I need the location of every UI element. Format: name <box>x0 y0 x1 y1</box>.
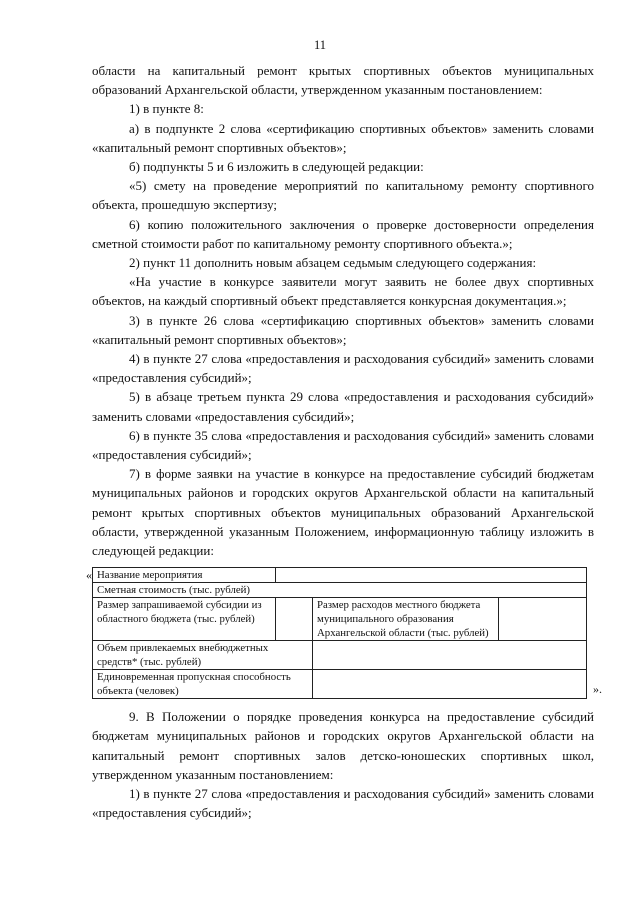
table-cell-empty <box>276 598 313 641</box>
paragraph: области на капитальный ремонт крытых спортивных объектов муниципальных образований Архангельской области, утвержденном указанным постановлением: <box>92 63 594 98</box>
table-cell-label: Объем привлекаемых внебюджетных средств* (тыс. рублей) <box>93 641 313 670</box>
page-number: 11 <box>313 38 327 52</box>
table-row <box>93 568 587 583</box>
paragraph: 2) пункт 11 дополнить новым абзацем седьмым следующего содержания: <box>129 255 537 271</box>
table-row <box>93 670 587 699</box>
info-table-block <box>86 567 602 699</box>
paragraph: 3) в пункте 26 слова «сертификацию спортивных объектов» заменить словами «капитальный ремонт спортивных объектов»; <box>92 312 594 347</box>
table-cell-empty <box>276 568 587 583</box>
paragraph: «На участие в конкурсе заявители могут заявить не более двух спортивных объектов, на каждый спортивный объект представляется конкурсная документация.»; <box>92 274 594 309</box>
table-cell-empty <box>499 598 587 641</box>
document-body <box>86 61 602 823</box>
paragraph: «5) смету на проведение мероприятий по капитальному ремонту спортивного объекта, прошедшую экспертизу; <box>92 178 594 213</box>
table-row <box>93 583 587 598</box>
table-cell-label: Размер расходов местного бюджета муниципального образования Архангельской области (тыс. рублей) <box>313 598 499 641</box>
table-row <box>93 641 587 670</box>
table-open-quote: « <box>86 568 92 583</box>
paragraph: 6) в пункте 35 слова «предоставления и расходования субсидий» заменить словами «предоставления субсидий»; <box>92 427 594 463</box>
paragraph: 1) в пункте 27 слова «предоставления и расходования субсидий» заменить словами «предоставления субсидий»; <box>92 786 594 821</box>
table-cell-empty <box>313 670 587 699</box>
paragraph: 4) в пункте 27 слова «предоставления и расходования субсидий» заменить словами «предоставления субсидий»; <box>92 351 594 386</box>
info-table <box>92 567 587 699</box>
table-close-quote: ». <box>593 682 602 697</box>
table-row <box>93 598 587 641</box>
table-cell-empty <box>313 641 587 670</box>
paragraph: 9. В Положении о порядке проведения конкурса на предоставление субсидий бюджетам муниципальных районов и городских округов Архангельской области на капитальный ремонт спортивных залов детско-юношеских спортивных школ, утвержденном указанным постановлением: <box>92 709 594 782</box>
table-cell-label: Сметная стоимость (тыс. рублей) <box>93 583 587 598</box>
table-cell-label: Размер запрашиваемой субсидии из областного бюджета (тыс. рублей) <box>93 598 276 641</box>
paragraph: 7) в форме заявки на участие в конкурсе на предоставление субсидий бюджетам муниципальных районов и городских округов Архангельской области на капитальный ремонт крытых спортивных объектов муниципальных образований Архангельской области, утвержденной указанным Положением, информационную таблицу изложить в следующей редакции: <box>92 466 594 559</box>
paragraph: 6) копию положительного заключения о проверке достоверности определения сметной стоимости работ по капитальному ремонту спортивного объекта.»; <box>92 216 594 251</box>
paragraph: 1) в пункте 8: <box>129 101 204 117</box>
paragraph: 5) в абзаце третьем пункта 29 слова «предоставления и расходования субсидий» заменить словами «предоставления субсидий»; <box>92 389 594 424</box>
paragraph: а) в подпункте 2 слова «сертификацию спортивных объектов» заменить словами «капитальный ремонт спортивных объектов»; <box>92 120 594 155</box>
paragraph: б) подпункты 5 и 6 изложить в следующей редакции: <box>129 159 424 175</box>
table-cell-label: Единовременная пропускная способность объекта (человек) <box>93 670 313 699</box>
table-cell-label: Название мероприятия <box>93 568 276 583</box>
